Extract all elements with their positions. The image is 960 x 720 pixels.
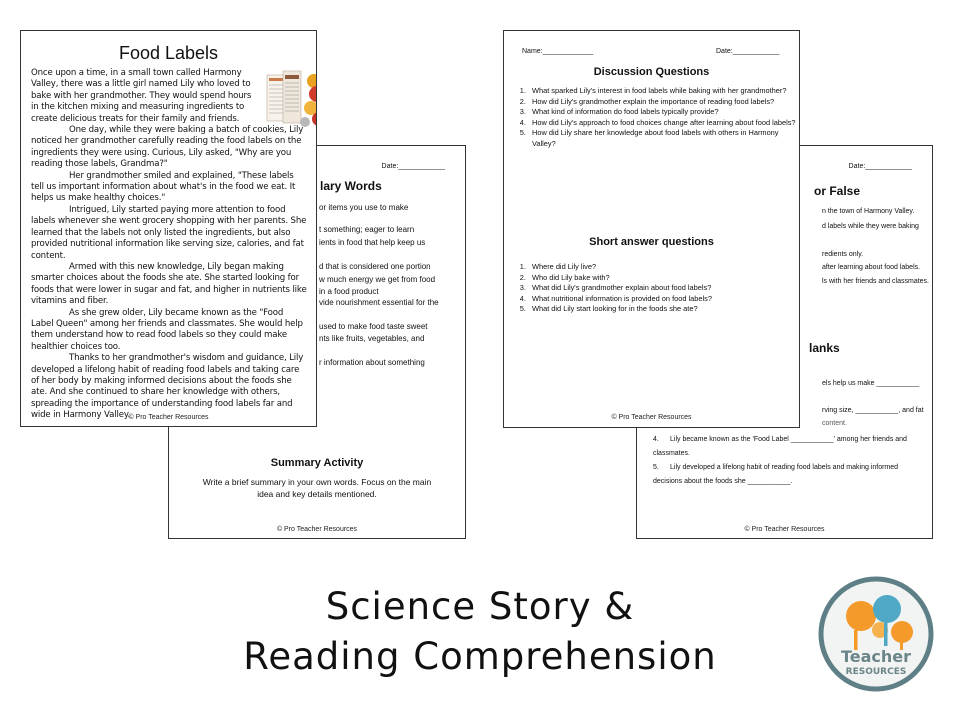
list-item: 3. What did Lily's grandmother explain about food labels? <box>528 283 796 294</box>
vocab-definition: ients in food that help keep us <box>319 238 426 247</box>
tf-statement: after learning about food labels. <box>822 264 921 271</box>
true-false-heading: or False <box>814 184 861 198</box>
main-title-line1: Science Story & <box>325 585 635 628</box>
vocab-definition: in a food product <box>319 287 379 296</box>
list-item: 1. What sparked Lily's interest in food labels while baking with her grandmother? <box>528 86 796 97</box>
fb-item <box>653 461 923 489</box>
page-footer: © Pro Teacher Resources <box>276 526 358 533</box>
tf-statement: ls with her friends and classmates. <box>822 278 929 285</box>
short-answer-title: Short answer questions <box>589 236 714 248</box>
vocab-definition: t something; eager to learn <box>319 225 415 234</box>
vocab-definition: w much energy we get from food <box>319 275 436 284</box>
list-item: 1. Where did Lily live? <box>528 262 796 273</box>
list-item: 5. How did Lily share her knowledge about food labels with others in Harmony Valley? <box>528 128 796 149</box>
fb-statement: content. <box>822 420 847 427</box>
teacher-resources-logo <box>818 576 934 692</box>
summary-title: Summary Activity <box>270 457 364 469</box>
vocab-definition: used to make food taste sweet <box>319 322 428 331</box>
story-title: Food Labels <box>118 43 219 63</box>
fb-item <box>653 433 923 461</box>
story-text <box>31 68 307 422</box>
list-item: 5. What did Lily start looking for in the foods she ate? <box>528 304 796 315</box>
fb-text: Lily developed a lifelong habit of reading food labels and making informed decisions about the foods she ___________. <box>653 464 899 485</box>
page-footer: © Pro Teacher Resources <box>611 414 692 421</box>
vocab-definition: or items you use to make <box>319 203 409 212</box>
story-page <box>20 30 317 427</box>
logo-word-teacher: Teacher <box>840 647 912 666</box>
main-title-line2: Reading Comprehension <box>243 635 717 678</box>
story-paragraph: Armed with this new knowledge, Lily began making smarter choices about the foods she ate. She started looking for foods that were lower in sugar and fat, and higher in nutrients like vitamins and fiber. <box>31 261 307 307</box>
story-paragraph: Intrigued, Lily started paying more attention to food labels whenever she went grocery shopping with her parents. She learned that the labels not only listed the ingredients, but also provided nutritional information like serving size, calories, and fat content. <box>31 204 307 261</box>
fb-text: Lily became known as the 'Food Label ___________' among her friends and classmates. <box>653 436 907 457</box>
tf-statement: n the town of Harmony Valley. <box>822 208 915 215</box>
tf-statement: redients only. <box>822 251 864 258</box>
story-paragraph: As she grew older, Lily became known as the "Food Label Queen" among her friends and classmates. She would help them understand how to read food labels so they could make healthier choices too. <box>31 307 303 352</box>
fb-number: 4. <box>653 436 659 443</box>
vocab-definition: nts like fruits, vegetables, and <box>319 334 425 343</box>
date-field: Date:____________ <box>381 163 445 170</box>
fb-statement: rving size, ___________, and fat <box>822 407 924 414</box>
summary-text: Write a brief summary in your own words. Focus on the main idea and key details mentioned. <box>202 477 432 499</box>
vocab-definition: vide nourishment essential for the <box>319 298 439 307</box>
logo-word-resources: RESOURCES <box>845 667 907 677</box>
discussion-list <box>504 86 796 149</box>
list-item: 4. How did Lily's approach to food choices change after learning about food labels? <box>528 118 796 129</box>
list-item: 4. What nutritional information is provided on food labels? <box>528 294 796 305</box>
list-item: 3. What kind of information do food labels typically provide? <box>528 107 796 118</box>
story-paragraph: One day, while they were baking a batch of cookies, Lily noticed her grandmother carefully reading the food labels on the ingredients they were using. Curious, Lily asked, "Why are you reading those labels, Grandma?" <box>31 125 304 170</box>
tf-statement: d labels while they were baking <box>822 223 919 230</box>
page-footer: © Pro Teacher Resources <box>128 414 209 421</box>
discussion-title: Discussion Questions <box>593 66 710 78</box>
fb-number: 5. <box>653 464 659 471</box>
story-paragraph: Her grandmother smiled and explained, "These labels tell us important information about what's in the food we eat. It helps us make healthy choices." <box>31 170 296 204</box>
page-footer: © Pro Teacher Resources <box>744 526 825 533</box>
fb-statement: els help us make ___________ <box>822 380 920 387</box>
date-field: Date:____________ <box>848 163 912 170</box>
vocab-definition: d that is considered one portion <box>319 262 431 271</box>
vocabulary-heading: lary Words <box>320 179 382 193</box>
vocab-definition: r information about something <box>319 358 425 367</box>
fill-blanks-heading: lanks <box>809 341 840 355</box>
list-item: 2. Who did Lily bake with? <box>528 273 796 284</box>
list-item: 2. How did Lily's grandmother explain the importance of reading food labels? <box>528 97 796 108</box>
date-field: Date:____________ <box>716 48 780 55</box>
story-paragraph: Once upon a time, in a small town called Harmony Valley, there was a little girl named Lily who loved to bake with her grandmother. They would spend hours in the kitchen mixing and measuring ingredients to create delicious treats for their family and friends. <box>31 68 252 124</box>
story-paragraph: Thanks to her grandmother's wisdom and guidance, Lily developed a lifelong habit of reading food labels and taking care of her body by making informed decisions about the foods she ate. And she continued to share her knowledge with others, spreading the importance of understanding food labels far and wide in Harmony Valley. <box>31 353 304 421</box>
questions-page <box>503 30 800 428</box>
name-field: Name:_____________ <box>522 48 594 55</box>
short-answer-list <box>504 262 796 315</box>
